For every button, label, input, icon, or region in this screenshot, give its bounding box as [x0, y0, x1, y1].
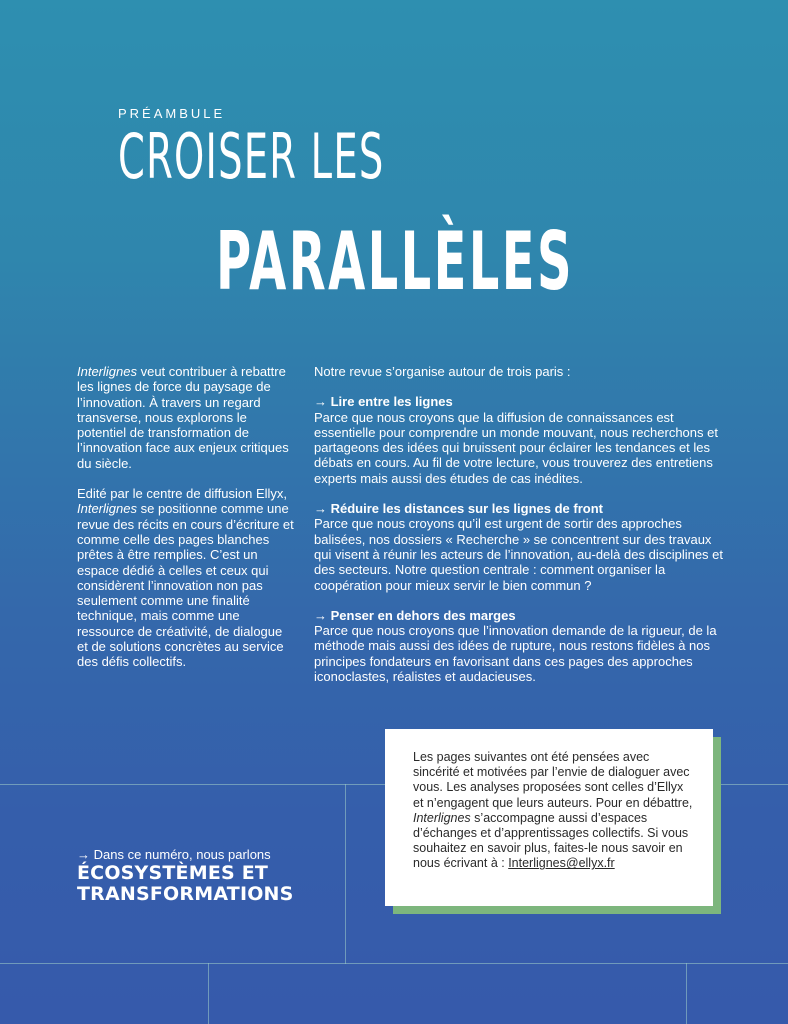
right-intro: Notre revue s’organise autour de trois paris : [314, 364, 571, 379]
bet-item [314, 608, 724, 684]
page-title-line-1: CROISER LES [118, 120, 385, 193]
bet-body: Parce que nous croyons que l’innovation demande de la rigueur, de la méthode mais aussi des idées de rupture, nous restons fidèles à nos principes fondateurs en favorisant dans ces pages des approches iconoclastes, réalistes et audacieuses. [314, 623, 717, 685]
publication-name: Interlignes [77, 501, 137, 517]
left-paragraph-2-rest: se positionne comme une revue des récits en cours d’écriture et comme celle des pages blanches prêtes à être remplies. C’est un espace dédié à celles et ceux qui considèrent l’innovation non pas seulement comme une finalité technique, mais comme une ressource de créativité, de dialogue et de solutions concrètes au service des défis collectifs. [77, 501, 294, 670]
contact-email-link[interactable]: Interlignes@ellyx.fr [508, 856, 615, 871]
divider-line [686, 963, 687, 1024]
publication-name: Interlignes [413, 810, 471, 825]
bet-body: Parce que nous croyons que la diffusion de connaissances est essentielle pour comprendre un monde mouvant, nous recherchons et partageons des idées qui bruissent pour éclairer les tendances et les débats en cours. Au fil de votre lecture, vous trouverez des entretiens experts mais aussi des études de cas inédites. [314, 409, 718, 486]
publication-name: Interlignes [77, 364, 137, 379]
card-text-end: s’accompagne aussi d’espaces d’échanges et d’apprentissages collectifs. Si vous souhaitez en savoir plus, faites-le nous savoir en nous écrivant à : [413, 810, 689, 871]
bet-heading: → Réduire les distances sur les lignes de front [314, 501, 603, 517]
bet-heading: → Penser en dehors des marges [314, 607, 516, 623]
eyebrow-label: PRÉAMBULE [118, 106, 226, 121]
bet-heading: → Lire entre les lignes [314, 394, 453, 410]
issue-lead: → Dans ce numéro, nous parlons [77, 847, 271, 862]
right-column [314, 364, 724, 699]
card-text-start: Les pages suivantes ont été pensées avec sincérité et motivées par l’envie de dialoguer avec vous. Les analyses proposées sont celles d’Ellyx et n’engagent que leurs auteurs. Pour en débattre, [413, 750, 693, 810]
left-paragraph-1 [77, 364, 295, 471]
issue-title [77, 863, 294, 905]
divider-line [208, 963, 209, 1024]
page-title-line-2: PARALLÈLES [216, 215, 574, 308]
divider-line [0, 963, 788, 964]
card-text [413, 750, 693, 872]
info-card [385, 729, 713, 906]
left-column [77, 364, 295, 670]
left-paragraph-1-text: veut contribuer à rebattre les lignes de force du paysage de l’innovation. À travers un regard transverse, nous explorons le potentiel de transformation de l’innovation face aux enjeux critiques du siècle. [77, 364, 289, 471]
bet-item [314, 501, 724, 593]
left-paragraph-2-start: Edité par le centre de diffusion Ellyx, [77, 486, 288, 502]
bet-body: Parce que nous croyons qu’il est urgent de sortir des approches balisées, nos dossiers « Recherche » se concentrent sur des travaux qui visent à réunir les acteurs de l’innovation, au-delà des disciplines et des secteurs. Notre question centrale : comment organiser la coopération pour mieux servir le bien commun ? [314, 516, 724, 593]
divider-line [345, 784, 346, 964]
issue-title-line-1: ÉCOSYSTÈMES ET [77, 862, 269, 884]
left-paragraph-2 [77, 486, 295, 670]
bet-item [314, 394, 724, 486]
issue-title-line-2: TRANSFORMATIONS [77, 883, 294, 905]
